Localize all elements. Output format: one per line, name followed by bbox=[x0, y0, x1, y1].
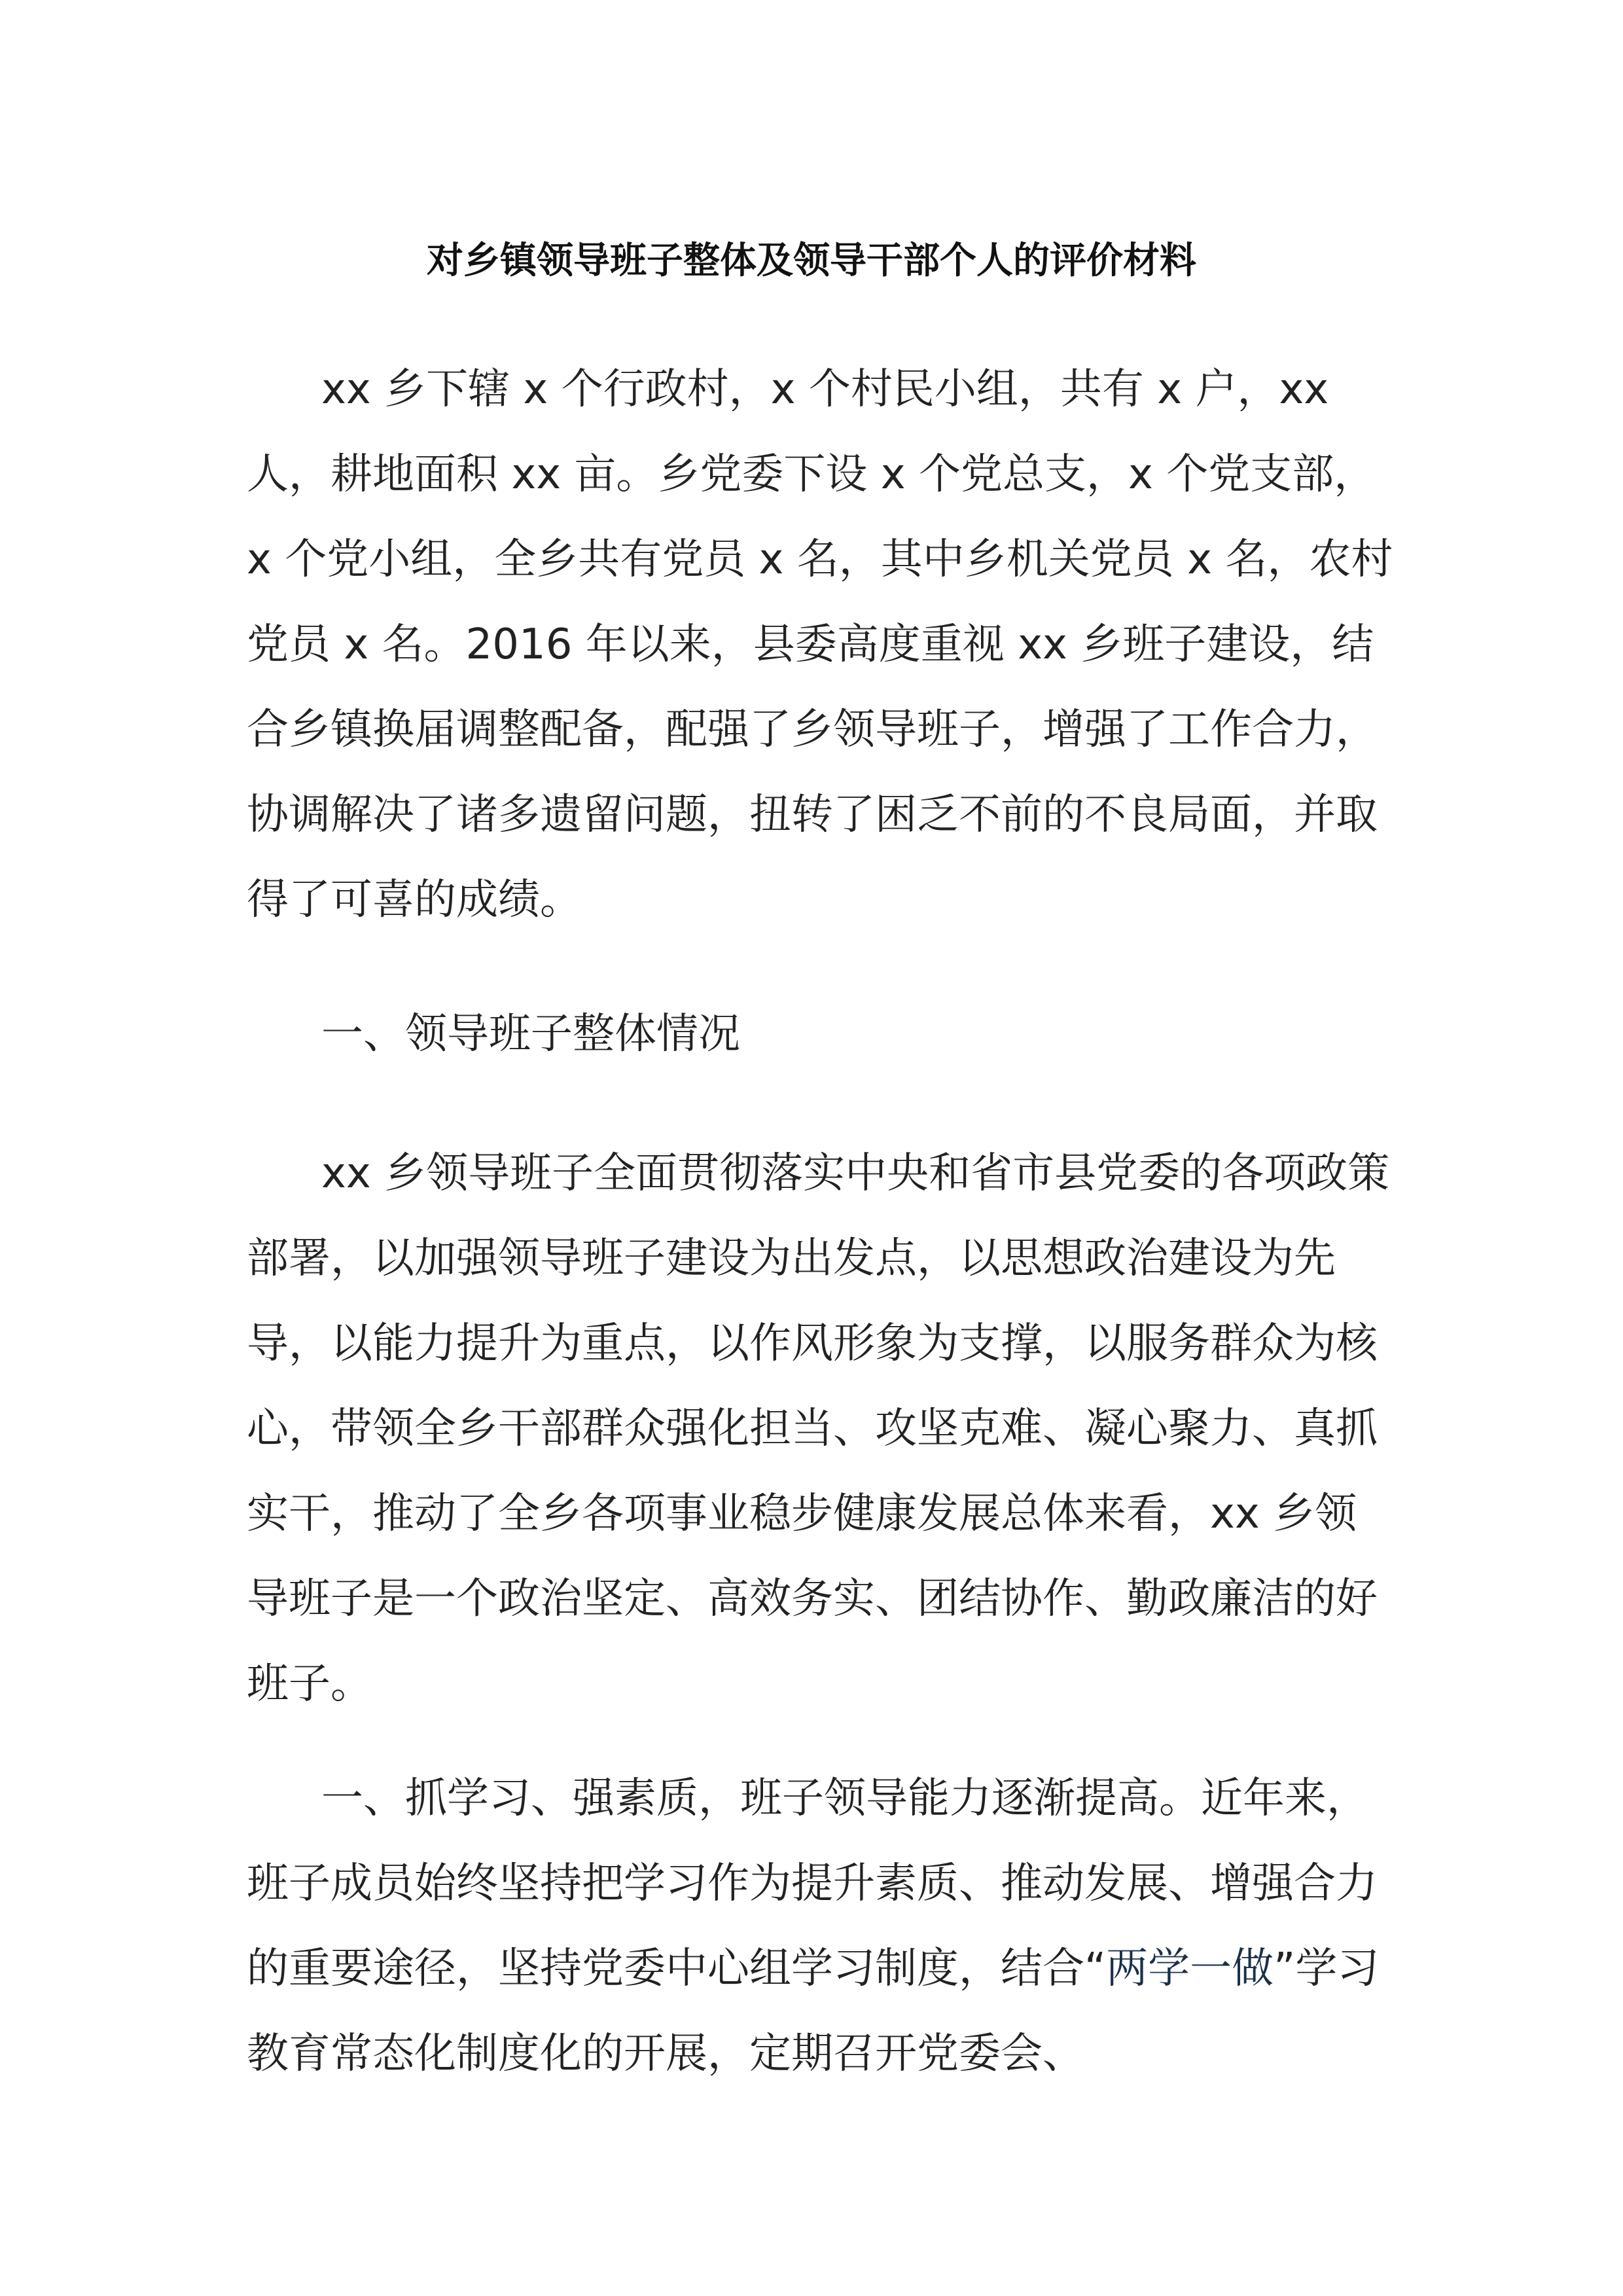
body-paragraph-overview: xx 乡领导班子全面贯彻落实中央和省市县党委的各项政策部署，以加强领导班子建设为出发点，以思想政治建设为先导，以能力提升为重点，以作风形象为支撑，以服务群众为核心，带领全乡干部群众强化担当、攻坚克难、凝心聚力、真抓实干，推动了全乡各项事业稳步健康发展总体来看，xx 乡领导班子是一个政治坚定、高效务实、团结协作、勤政廉洁的好班子。 bbox=[247, 1149, 1390, 1708]
section-heading: 一、领导班子整体情况 bbox=[321, 1010, 740, 1058]
paragraph-text-part-2: ”学习教育常态化制度化的开展，定期召开党委会、 bbox=[247, 1945, 1380, 2078]
body-paragraph-study bbox=[247, 1756, 1399, 2096]
highlighted-phrase: 两学一做 bbox=[1106, 1945, 1274, 1993]
body-paragraph-intro: xx 乡下辖 x 个行政村，x 个村民小组，共有 x 户，xx 人，耕地面积 xx 亩。乡党委下设 x 个党总支，x 个党支部，x 个党小组，全乡共有党员 x 名，其中乡机关党员 x 名，农村党员 x 名。2016 年以来，县委高度重视 xx 乡班子建设，结合乡镇换届调整配备，配强了乡领导班子，增强了工作合力，协调解决了诸多遗留问题，扭转了困乏不前的不良局面，并取得了可喜的成绩。 bbox=[247, 365, 1393, 924]
document-title: 对乡镇领导班子整体及领导干部个人的评价材料 bbox=[427, 239, 1196, 282]
paragraph-text-part-1: 一、抓学习、强素质，班子领导能力逐渐提高。近年来，班子成员始终坚持把学习作为提升素质、推动发展、增强合力的重要途径，坚持党委中心组学习制度，结合“ bbox=[247, 1774, 1378, 1993]
